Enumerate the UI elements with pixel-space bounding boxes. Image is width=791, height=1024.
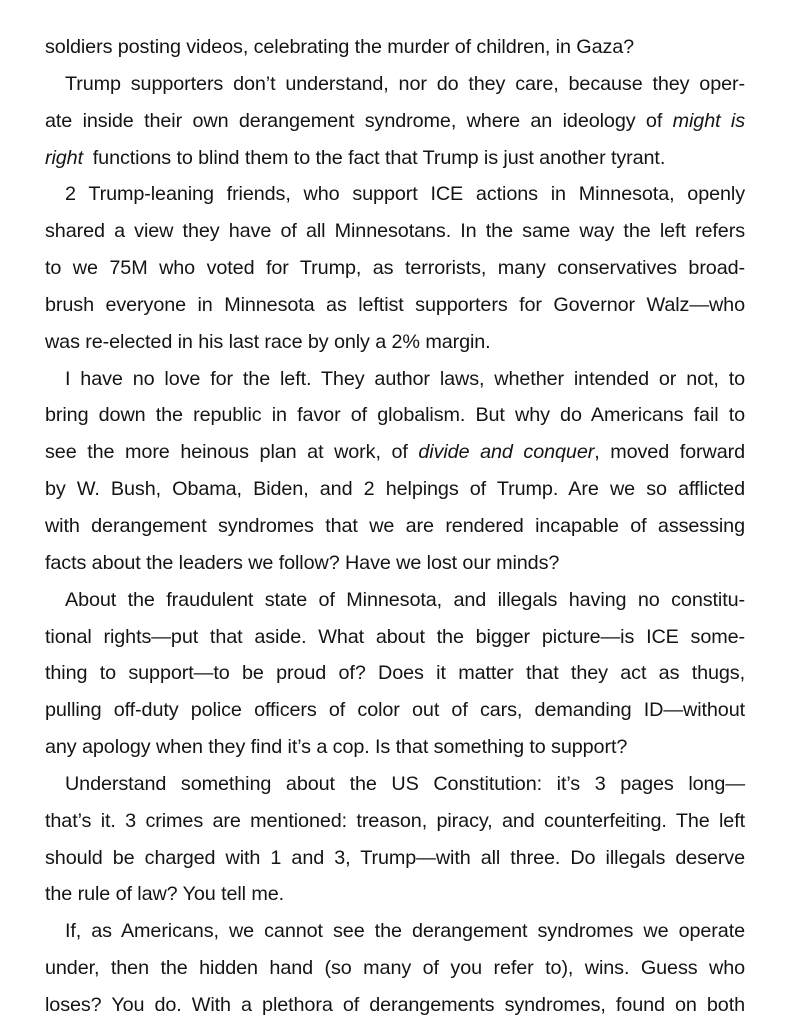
- text-line: [45, 508, 745, 545]
- text-line: [45, 287, 745, 324]
- text-line: [45, 729, 745, 766]
- paragraph-6: [45, 913, 745, 1024]
- text-segment: was re-elected in his last race by only a 2% margin.: [45, 330, 491, 353]
- text-segment: see the more heinous plan at work, of: [45, 441, 419, 464]
- text-segment: by W. Bush, Obama, Biden, and 2 helpings of Trump. Are we so afflicted: [45, 478, 745, 501]
- text-line: [45, 545, 745, 582]
- text-segment: thing to support—to be proud of? Does it matter that they act as thugs,: [45, 662, 745, 685]
- text-line: [45, 250, 745, 287]
- text-line: [45, 950, 745, 987]
- text-segment: the rule of law? You tell me.: [45, 883, 285, 906]
- text-segment: Understand something about the US Constitution: it’s 3 pages long—: [65, 772, 745, 795]
- text-line: [45, 213, 745, 250]
- paragraph-5: [45, 766, 745, 913]
- text-line: [45, 655, 745, 692]
- text-line: [45, 803, 745, 840]
- text-line: [45, 876, 745, 913]
- text-line: [45, 66, 745, 103]
- text-segment: soldiers posting videos, celebrating the murder of children, in Gaza?: [45, 36, 635, 58]
- text-segment: with derangement syndromes that we are rendered incapable of assessing: [45, 514, 745, 537]
- text-segment: About the fraudulent state of Minnesota, and illegals having no constitu-: [65, 588, 745, 611]
- paragraph-4: [45, 582, 745, 766]
- text-segment: facts about the leaders we follow? Have we lost our minds?: [45, 551, 560, 574]
- text-segment: 2 Trump-leaning friends, who support ICE actions in Minnesota, openly: [65, 183, 745, 206]
- text-segment: loses? You do. With a plethora of derangements syndromes, found on both: [45, 993, 745, 1016]
- text-segment: should be charged with 1 and 3, Trump—with all three. Do illegals deserve: [45, 846, 745, 869]
- text-segment: , moved forward: [594, 441, 745, 464]
- text-line: [45, 103, 745, 140]
- text-line: [45, 913, 745, 950]
- text-segment: tional rights—put that aside. What about the bigger picture—is ICE some-: [45, 625, 745, 648]
- text-segment: brush everyone in Minnesota as leftist supporters for Governor Walz—who: [45, 293, 745, 316]
- text-segment: Trump supporters don’t understand, nor do they care, because they oper-: [65, 72, 745, 95]
- text-line: [45, 840, 745, 877]
- text-segment: pulling off-duty police officers of color out of cars, demanding ID—without: [45, 699, 745, 722]
- text-line: [45, 766, 745, 803]
- text-segment: bring down the republic in favor of globalism. But why do Americans fail to: [45, 404, 745, 427]
- italic-text-segment: divide and conquer: [418, 441, 595, 464]
- text-segment: functions to blind them to the fact that Trump is just another tyrant.: [82, 146, 666, 169]
- text-segment: shared a view they have of all Minnesotans. In the same way the left refers: [45, 220, 745, 243]
- paragraph-2: [45, 176, 745, 360]
- text-segment: If, as Americans, we cannot see the derangement syndromes we operate: [65, 920, 745, 943]
- text-line: [45, 434, 745, 471]
- text-line: [45, 619, 745, 656]
- text-segment: ate inside their own derangement syndrome, where an ideology of: [45, 109, 673, 132]
- text-segment: I have no love for the left. They author laws, whether intended or not, to: [65, 367, 745, 390]
- text-line: [45, 582, 745, 619]
- text-segment: that’s it. 3 crimes are mentioned: treason, piracy, and counterfeiting. The left: [45, 809, 745, 832]
- text-line: [45, 29, 745, 66]
- text-line: [45, 471, 745, 508]
- text-line: [45, 324, 745, 361]
- text-line: [45, 361, 745, 398]
- text-segment: to we 75M who voted for Trump, as terrorists, many conservatives broad-: [45, 257, 745, 280]
- text-line: [45, 140, 745, 177]
- paragraph-3: [45, 361, 745, 582]
- text-line: [45, 692, 745, 729]
- text-line: [45, 987, 745, 1024]
- text-segment: any apology when they find it’s a cop. Is that something to support?: [45, 736, 628, 759]
- text-line: [45, 176, 745, 213]
- paragraph-1: [45, 66, 745, 177]
- italic-text-segment: might is: [672, 109, 745, 132]
- italic-text-segment: right: [45, 146, 83, 169]
- text-line: [45, 397, 745, 434]
- text-segment: under, then the hidden hand (so many of you refer to), wins. Guess who: [45, 957, 745, 980]
- paragraph-0: [45, 29, 745, 66]
